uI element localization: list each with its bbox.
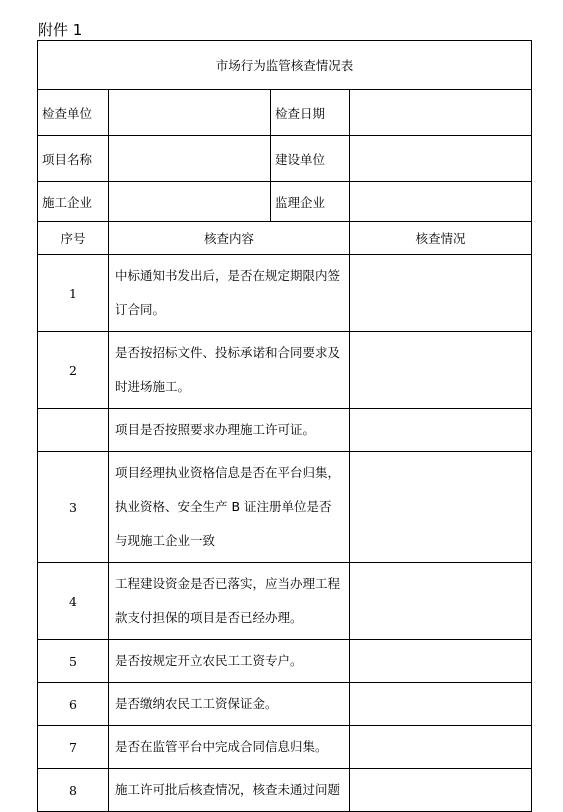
- project-name-value[interactable]: [109, 136, 271, 182]
- table-row: [38, 769, 532, 812]
- table-row: [38, 332, 532, 409]
- item-result[interactable]: [350, 640, 532, 683]
- item-seq: 2: [38, 332, 109, 409]
- item-content: 项目是否按照要求办理施工许可证。: [109, 409, 350, 452]
- construction-unit-label: 建设单位: [271, 136, 350, 182]
- item-result[interactable]: [350, 452, 532, 563]
- header-row: [38, 222, 532, 255]
- info-row: [38, 136, 532, 182]
- item-content: 施工许可批后核查情况，核查未通过问题: [109, 769, 350, 812]
- table-row: [38, 640, 532, 683]
- item-content: 中标通知书发出后，是否在规定期限内签订合同。: [109, 255, 350, 332]
- item-seq: 8: [38, 769, 109, 812]
- item-content: 是否按规定开立农民工工资专户。: [109, 640, 350, 683]
- table-row: [38, 409, 532, 452]
- seq-header: 序号: [38, 222, 109, 255]
- inspection-table: [37, 40, 532, 812]
- info-row: [38, 90, 532, 136]
- table-row: [38, 683, 532, 726]
- table-title: 市场行为监管核查情况表: [38, 41, 532, 90]
- item-seq: 3: [38, 452, 109, 563]
- item-content: 工程建设资金是否已落实，应当办理工程款支付担保的项目是否已经办理。: [109, 563, 350, 640]
- table-row: [38, 255, 532, 332]
- construction-unit-value[interactable]: [350, 136, 532, 182]
- result-header: 核查情况: [350, 222, 532, 255]
- table-row: [38, 726, 532, 769]
- item-result[interactable]: [350, 726, 532, 769]
- inspection-date-label: 检查日期: [271, 90, 350, 136]
- inspection-unit-label: 检查单位: [38, 90, 109, 136]
- item-result[interactable]: [350, 769, 532, 812]
- table-row: [38, 452, 532, 563]
- item-seq: 1: [38, 255, 109, 332]
- item-seq: 7: [38, 726, 109, 769]
- item-seq: 5: [38, 640, 109, 683]
- item-seq: [38, 409, 109, 452]
- table-row: [38, 563, 532, 640]
- content-header: 核查内容: [109, 222, 350, 255]
- item-content: 是否在监管平台中完成合同信息归集。: [109, 726, 350, 769]
- item-result[interactable]: [350, 409, 532, 452]
- attachment-label: 附件 1: [38, 21, 83, 39]
- supervisor-label: 监理企业: [271, 182, 350, 222]
- item-content: 是否缴纳农民工工资保证金。: [109, 683, 350, 726]
- item-seq: 4: [38, 563, 109, 640]
- inspection-date-value[interactable]: [350, 90, 532, 136]
- item-result[interactable]: [350, 332, 532, 409]
- contractor-value[interactable]: [109, 182, 271, 222]
- info-row: [38, 182, 532, 222]
- supervisor-value[interactable]: [350, 182, 532, 222]
- item-content: 是否按招标文件、投标承诺和合同要求及时进场施工。: [109, 332, 350, 409]
- contractor-label: 施工企业: [38, 182, 109, 222]
- inspection-unit-value[interactable]: [109, 90, 271, 136]
- item-result[interactable]: [350, 255, 532, 332]
- item-result[interactable]: [350, 683, 532, 726]
- item-content: 项目经理执业资格信息是否在平台归集，执业资格、安全生产 B 证注册单位是否与现施工企业一致: [109, 452, 350, 563]
- project-name-label: 项目名称: [38, 136, 109, 182]
- item-result[interactable]: [350, 563, 532, 640]
- item-seq: 6: [38, 683, 109, 726]
